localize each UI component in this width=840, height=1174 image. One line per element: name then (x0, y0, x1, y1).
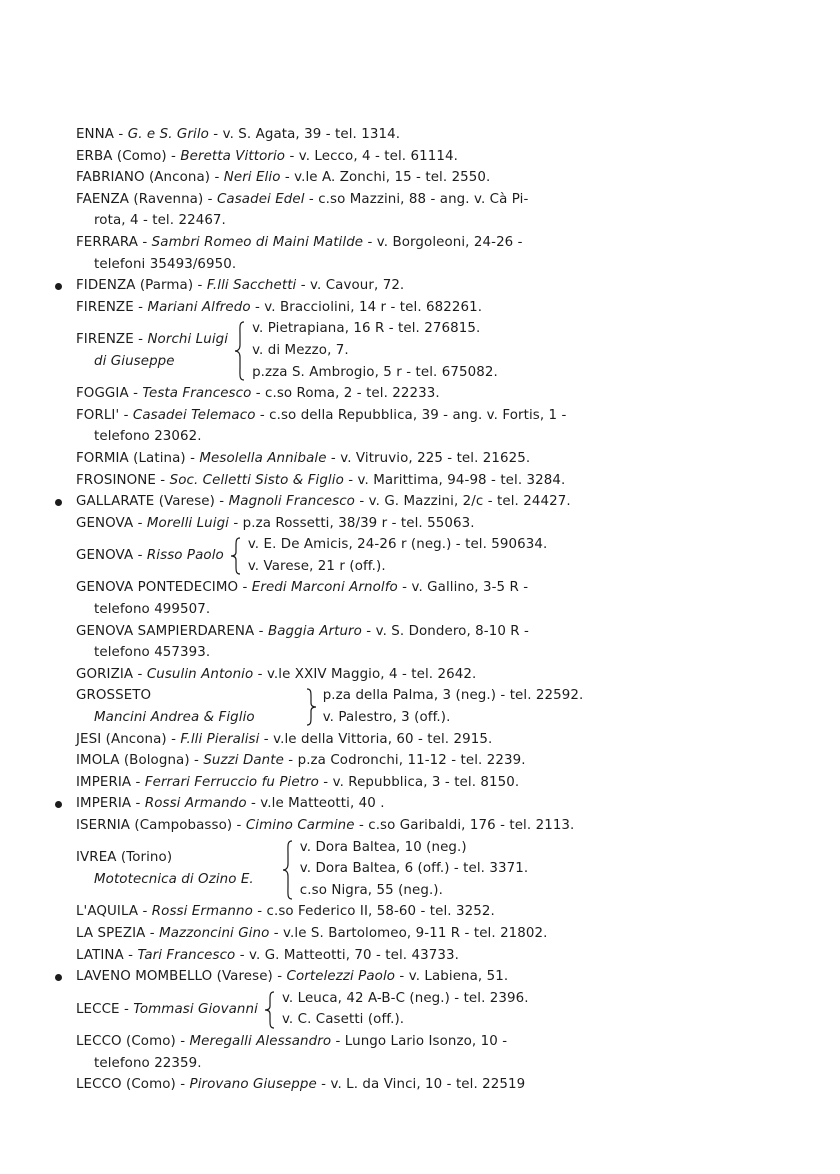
city: LECCO (Como) (76, 1033, 176, 1049)
address: - c.so Garibaldi, 176 - tel. 2113. (354, 818, 575, 833)
address: - v. Marittima, 94-98 - tel. 3284. (343, 472, 566, 488)
address: - v. Borgoleoni, 24-26 - (363, 234, 523, 250)
dealer-name: Cortelezzi Paolo (286, 969, 396, 985)
dealer-name: Sambri Romeo di Maini Matilde (151, 234, 364, 250)
address: - c.so Federico II, 58-60 - tel. 3252. (252, 904, 495, 920)
list-item (76, 837, 716, 902)
address-continuation: telefono 23062. (94, 429, 202, 445)
address: - v. G. Mazzini, 2/c - tel. 24427. (354, 494, 571, 510)
dealer-name: Norchi Luigi (147, 332, 229, 348)
list-item: FORMIA (Latina) - Mesolella Annibale - v. Vitruvio, 225 - tel. 21625. (76, 450, 531, 466)
list-item: GALLARATE (Varese) - Magnoli Francesco - v. G. Mazzini, 2/c - tel. 24427. (76, 491, 716, 513)
dealer-name: Neri Elio (223, 170, 281, 186)
address: - v. S. Agata, 39 - tel. 1314. (208, 127, 401, 142)
list-item: LATINA - Tari Francesco - v. G. Matteotti, 70 - tel. 43733. (76, 947, 459, 963)
dealer-name: Mancini Andrea & Figlio (94, 710, 255, 726)
dealer-name: Meregalli Alessandro (189, 1033, 332, 1049)
city: GALLARATE (Varese) (76, 494, 215, 510)
list-item: GENOVA - Morelli Luigi - p.za Rossetti, 38/39 r - tel. 55063. (76, 515, 475, 531)
address: - p.za Rossetti, 38/39 r - tel. 55063. (229, 515, 475, 531)
city: L'AQUILA (76, 904, 139, 920)
dealer-name: Cusulin Antonio (146, 666, 254, 682)
address: v. C. Casetti (off.). (281, 1012, 405, 1028)
list-item: FERRARA - Sambri Romeo di Maini Matilde - v. Borgoleoni, 24-26 - telefoni 35493/6950. (76, 232, 716, 275)
dealer-name: Casadei Edel (216, 191, 305, 207)
dealer-name: Ferrari Ferruccio fu Pietro (144, 774, 319, 790)
address-continuation: rota, 4 - tel. 22467. (94, 213, 226, 229)
dealer-name: Morelli Luigi (146, 515, 229, 531)
dealer-name: Mototecnica di Ozino E. (94, 871, 254, 887)
city: GENOVA SAMPIERDARENA (76, 623, 255, 639)
list-item: GENOVA - Risso Paolo v. E. De Amicis, 24-26 r (neg.) - tel. 590634. v. Varese, 21 r (off.). (76, 534, 716, 577)
city: JESI (Ancona) (76, 731, 167, 747)
address: - v.le A. Zonchi, 15 - tel. 2550. (280, 170, 491, 186)
dealer-name: Mesolella Annibale (199, 450, 327, 466)
brace-icon (230, 534, 242, 577)
list-item: LECCO (Como) - Meregalli Alessandro - Lungo Lario Isonzo, 10 - telefono 22359. (76, 1031, 716, 1074)
brace-icon (264, 988, 276, 1031)
address: - c.so della Repubblica, 39 - ang. v. Fortis, 1 - (255, 407, 567, 423)
city: GENOVA (76, 515, 134, 531)
address: - v. G. Matteotti, 70 - tel. 43733. (235, 947, 459, 963)
address: - v.le XXIV Maggio, 4 - tel. 2642. (253, 666, 477, 682)
list-item (76, 685, 716, 728)
address: - p.za Codronchi, 11-12 - tel. 2239. (283, 753, 526, 769)
city: IVREA (Torino) (76, 850, 173, 866)
address: v. Leuca, 42 A-B-C (neg.) - tel. 2396. (281, 990, 529, 1006)
address: p.zza S. Ambrogio, 5 r - tel. 675082. (252, 364, 498, 380)
list-item: FIRENZE - Norchi Luigi di Giuseppe v. Pietrapiana, 16 R - tel. 276815. v. di Mezzo, 7. p.zza S. Ambrogio, 5 r - tel. 675082. (76, 318, 716, 383)
bullet-icon (55, 283, 62, 290)
list-item: LA SPEZIA - Mazzoncini Gino - v.le S. Bartolomeo, 9-11 R - tel. 21802. (76, 925, 548, 941)
city: LECCO (Como) (76, 1077, 176, 1093)
address-continuation: telefoni 35493/6950. (94, 256, 237, 272)
dealer-name: Baggia Arturo (267, 623, 362, 639)
city: LECCE (76, 1001, 120, 1017)
dealer-name: Magnoli Francesco (228, 494, 355, 510)
address: - v. L. da Vinci, 10 - tel. 22519 (316, 1077, 526, 1093)
list-item: FOGGIA - Testa Francesco - c.so Roma, 2 - tel. 22233. (76, 386, 440, 402)
list-item: ENNA - G. e S. Grilo - v. S. Agata, 39 - tel. 1314. (76, 127, 401, 142)
city: FORMIA (Latina) (76, 450, 186, 466)
brace-icon (282, 837, 294, 902)
address-continuation: telefono 22359. (94, 1055, 202, 1071)
brace-icon (234, 318, 246, 383)
list-item: LECCO (Como) - Pirovano Giuseppe - v. L. da Vinci, 10 - tel. 22519 (76, 1077, 526, 1093)
bullet-icon (55, 801, 62, 808)
address: v. di Mezzo, 7. (252, 342, 349, 358)
list-item: FORLI' - Casadei Telemaco - c.so della Repubblica, 39 - ang. v. Fortis, 1 - telefono 23062. (76, 405, 716, 448)
address: - v. Labiena, 51. (395, 969, 509, 985)
city: IMPERIA (76, 774, 132, 790)
city: FIDENZA (Parma) (76, 278, 194, 294)
address: - v. Repubblica, 3 - tel. 8150. (318, 774, 520, 790)
list-item: GORIZIA - Cusulin Antonio - v.le XXIV Maggio, 4 - tel. 2642. (76, 666, 477, 682)
dealer-name: Testa Francesco (142, 386, 252, 402)
city: FORLI' (76, 407, 120, 423)
city: FOGGIA (76, 386, 129, 402)
list-item: FABRIANO (Ancona) - Neri Elio - v.le A. Zonchi, 15 - tel. 2550. (76, 170, 491, 186)
city: FAENZA (Ravenna) (76, 191, 204, 207)
city: GROSSETO (76, 688, 152, 704)
list-item: IMOLA (Bologna) - Suzzi Dante - p.za Codronchi, 11-12 - tel. 2239. (76, 753, 526, 769)
dealer-name: F.lli Sacchetti (206, 278, 297, 294)
address: - v. S. Dondero, 8-10 R - (361, 623, 529, 639)
city: LATINA (76, 947, 124, 963)
list-item: JESI (Ancona) - F.lli Pieralisi - v.le della Vittoria, 60 - tel. 2915. (76, 731, 493, 747)
dealer-name: Mariani Alfredo (147, 299, 251, 315)
bullet-icon (55, 499, 62, 506)
list-item: GENOVA PONTEDECIMO - Eredi Marconi Arnolfo - v. Gallino, 3-5 R - telefono 499507. (76, 577, 716, 620)
address: - v. Bracciolini, 14 r - tel. 682261. (250, 299, 483, 315)
list-item: FROSINONE - Soc. Celletti Sisto & Figlio - v. Marittima, 94-98 - tel. 3284. (76, 472, 566, 488)
address: - c.so Roma, 2 - tel. 22233. (251, 386, 440, 402)
dealer-name: F.lli Pieralisi (180, 731, 260, 747)
dealer-name: Eredi Marconi Arnolfo (251, 580, 398, 596)
dealer-name: Cimino Carmine (245, 818, 355, 833)
dealer-name: Tari Francesco (137, 947, 236, 963)
address: - v.le S. Bartolomeo, 9-11 R - tel. 21802. (269, 925, 548, 941)
address: - v. Vitruvio, 225 - tel. 21625. (326, 450, 531, 466)
address: - v.le della Vittoria, 60 - tel. 2915. (259, 731, 493, 747)
address: v. Pietrapiana, 16 R - tel. 276815. (252, 321, 481, 337)
dealer-name: Beretta Vittorio (180, 148, 286, 164)
list-item: LECCE - Tommasi Giovanni v. Leuca, 42 A-B-C (neg.) - tel. 2396. v. C. Casetti (off.). (76, 988, 716, 1031)
dealer-name: Suzzi Dante (203, 753, 284, 769)
address: v. Dora Baltea, 6 (off.) - tel. 3371. (299, 861, 529, 877)
address: - v.le Matteotti, 40 . (246, 796, 385, 812)
dealer-name: Risso Paolo (146, 548, 224, 564)
address: c.so Nigra, 55 (neg.). (299, 882, 443, 898)
city: FERRARA (76, 234, 139, 250)
city: IMOLA (Bologna) (76, 753, 190, 769)
address: v. E. De Amicis, 24-26 r (neg.) - tel. 590634. (247, 537, 548, 553)
address: - Lungo Lario Isonzo, 10 - (331, 1033, 508, 1049)
dealer-name: Pirovano Giuseppe (189, 1077, 317, 1093)
address: v. Dora Baltea, 10 (neg.) (299, 839, 467, 855)
city: IMPERIA (76, 796, 132, 812)
dealer-name: Rossi Ermanno (151, 904, 253, 920)
city: ENNA (76, 127, 115, 142)
dealer-name: Soc. Celletti Sisto & Figlio (169, 472, 344, 488)
address: - v. Lecco, 4 - tel. 61114. (285, 148, 458, 164)
city: LA SPEZIA (76, 925, 146, 941)
list-item: FAENZA (Ravenna) - Casadei Edel - c.so Mazzini, 88 - ang. v. Cà Pi- rota, 4 - tel. 22467. (76, 189, 716, 232)
address: - v. Gallino, 3-5 R - (397, 580, 529, 596)
list-item: GENOVA SAMPIERDARENA - Baggia Arturo - v. S. Dondero, 8-10 R - telefono 457393. (76, 621, 716, 664)
city: ISERNIA (Campobasso) (76, 818, 233, 833)
brace-icon (305, 685, 317, 728)
city: GENOVA PONTEDECIMO (76, 580, 239, 596)
dealer-list (76, 124, 716, 1096)
list-item: LAVENO MOMBELLO (Varese) - Cortelezzi Paolo - v. Labiena, 51. (76, 966, 716, 988)
city: ERBA (Como) (76, 148, 167, 164)
list-item: ISERNIA (Campobasso) - Cimino Carmine - c.so Garibaldi, 176 - tel. 2113. (76, 818, 575, 833)
dealer-name: Tommasi Giovanni (133, 1001, 258, 1017)
city: FABRIANO (Ancona) (76, 170, 211, 186)
list-item: L'AQUILA - Rossi Ermanno - c.so Federico II, 58-60 - tel. 3252. (76, 904, 495, 920)
address: - v. Cavour, 72. (296, 278, 405, 294)
list-item: IMPERIA - Rossi Armando - v.le Matteotti, 40 . (76, 793, 716, 815)
bullet-icon (55, 974, 62, 981)
dealer-name: Casadei Telemaco (132, 407, 256, 423)
address: v. Palestro, 3 (off.). (322, 710, 451, 726)
dealer-name: Mazzoncini Gino (159, 925, 270, 941)
list-item: FIRENZE - Mariani Alfredo - v. Bracciolini, 14 r - tel. 682261. (76, 299, 483, 315)
address: - c.so Mazzini, 88 - ang. v. Cà Pi- (304, 191, 529, 207)
address-continuation: telefono 457393. (94, 645, 211, 661)
dealer-name-continuation: di Giuseppe (94, 353, 175, 369)
dealer-name: Rossi Armando (144, 796, 247, 812)
city: FROSINONE (76, 472, 156, 488)
list-item: IMPERIA - Ferrari Ferruccio fu Pietro - v. Repubblica, 3 - tel. 8150. (76, 774, 520, 790)
address: p.za della Palma, 3 (neg.) - tel. 22592. (322, 688, 584, 704)
city: FIRENZE (76, 332, 134, 348)
dealer-name: G. e S. Grilo (127, 127, 209, 142)
city: FIRENZE (76, 299, 134, 315)
list-item: FIDENZA (Parma) - F.lli Sacchetti - v. Cavour, 72. (76, 275, 716, 297)
address-continuation: telefono 499507. (94, 602, 211, 618)
city: GORIZIA (76, 666, 134, 682)
address: v. Varese, 21 r (off.). (247, 558, 386, 574)
city: GENOVA (76, 548, 134, 564)
list-item: ERBA (Como) - Beretta Vittorio - v. Lecco, 4 - tel. 61114. (76, 148, 458, 164)
city: LAVENO MOMBELLO (Varese) (76, 969, 273, 985)
